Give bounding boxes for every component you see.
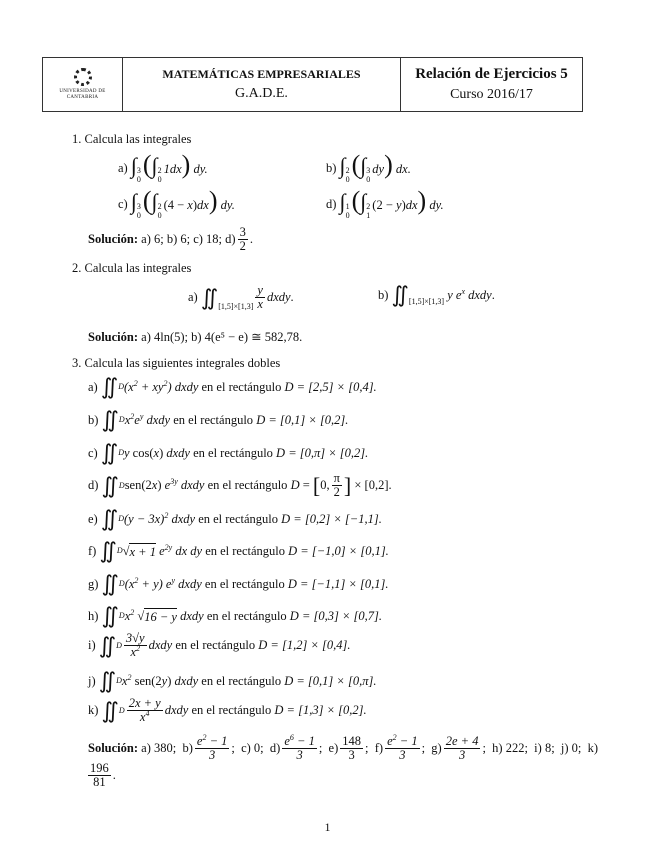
seal-icon — [74, 68, 92, 86]
item-label: a) — [188, 290, 198, 304]
item-label: j) — [88, 673, 96, 688]
ex3-item-f: f) ∬ D √ x + 1 $e^{2y}$ dx dy en el rectángulo D = [−1,0] × [0,1]. — [88, 538, 389, 563]
ex1-item-c — [118, 188, 235, 220]
double-integral-icon: ∬ — [101, 571, 119, 596]
item-label: h) — [88, 608, 99, 623]
item-label: g) — [88, 576, 99, 591]
domain-text: D = [0,1] × [0,2]. — [256, 412, 349, 427]
item-label: e) — [88, 511, 98, 526]
sheet-title: Relación de Ejercicios 5 — [415, 66, 568, 82]
double-integral-icon: ∬ — [391, 282, 409, 307]
ex3-item-b: b) ∬ D $x^2e^y$ dxdy en el rectángulo D = [0,1] × [0,2]. — [88, 407, 349, 432]
formula: ∫ 2 0 (∫ 3 0 dy) dx. — [339, 150, 411, 184]
item-label: f) — [88, 543, 97, 558]
fraction: $\frac{e^2 - 1}{3}$ — [387, 732, 418, 762]
item-label: c) — [118, 196, 128, 211]
ex3-item-d: d) ∬ D sen(2 x ) $e^{3y}$ dxdy en el rectángulo D = [ 0, $\frac{\pi}{2}$ ] × [0,2]. — [88, 471, 392, 499]
fraction: $\frac{y}{x}$ — [257, 283, 263, 311]
double-integral-icon: ∬ — [101, 407, 119, 432]
double-integral-icon: ∬ — [101, 697, 119, 723]
fraction: $\frac{3}{2}$ — [239, 225, 246, 253]
solution-label: Solución: — [88, 741, 139, 755]
ex3-item-c: c) ∬ D y cos( x ) dxdy en el rectángulo D = [0,π] × [0,2]. — [88, 440, 369, 465]
ex2-item-a: a) ∬ [1,5]×[1,3] $\frac{y}{x}$ dxdy . — [188, 283, 294, 311]
domain-text: D = [0,3] × [0,7]. — [289, 608, 383, 623]
rect-text: en el rectángulo — [173, 412, 254, 427]
ex3-solution-cont: $\frac{196}{81}$ . — [90, 761, 116, 789]
region-label: [1,5]×[1,3] — [408, 297, 445, 306]
ex3-solution: Solución: a) 380; b) $\frac{e^2 - 1}{3}$ ; c) 0; d) $\frac{e^6 - 1}{3}$ ; e) $\frac{148}{3}$ ; f) $\frac{e^2 - 1}{3}$ ; g) $\frac{2e + 4}{3}$ ; h) 222; i) 8; j) 0; k) — [88, 732, 599, 762]
fraction: $\frac{3√y}{x^2}$ — [125, 631, 145, 659]
exercise-3-heading — [72, 356, 280, 371]
course-label: Curso 2016/17 — [450, 87, 533, 102]
exercise-1-heading — [72, 132, 191, 147]
double-integral-icon: ∬ — [98, 668, 117, 693]
rect-text: en el rectángulo — [201, 673, 282, 688]
logo-text: UNIVERSIDAD DE CANTABRIA — [59, 89, 106, 100]
exercise-title: Calcula las siguientes integrales dobles — [84, 356, 281, 370]
fraction: $\frac{e^2 - 1}{3}$ — [196, 732, 228, 762]
ex1-item-a — [118, 152, 208, 184]
rect-text: en el rectángulo — [207, 478, 288, 492]
domain-text: D = [1,2] × [0,4]. — [258, 638, 351, 652]
item-label: a) — [88, 379, 98, 394]
domain-text: D = [0,1] × [0,π]. — [284, 673, 377, 688]
double-integral-icon: ∬ — [100, 506, 119, 531]
fraction: $\frac{148}{3}$ — [342, 734, 362, 762]
item-label: a) — [118, 160, 128, 175]
ex2-solution — [88, 329, 302, 345]
subject-title: MATEMÁTICAS EMPRESARIALES — [162, 67, 361, 81]
domain-text: D = [0,2] × [−1,1]. — [281, 511, 382, 526]
exercise-2-heading — [72, 261, 191, 276]
ex3-item-k: k) ∬ D $\frac{2x + y}{x^4}$ dxdy en el rectángulo D = [1,3] × [0,2]. — [88, 696, 367, 724]
domain-text: D = [−1,0] × [0,1]. — [288, 543, 389, 558]
item-label: i) — [88, 638, 96, 652]
item-label: d) — [88, 478, 99, 492]
item-label: b) — [378, 287, 389, 302]
double-integral-icon: ∬ — [100, 374, 119, 399]
exercise-number: 2. — [72, 261, 82, 275]
formula: ∫ 1 0 (∫ 2 1 (2 − y)dx) dy. — [339, 186, 444, 220]
university-logo — [43, 58, 122, 111]
double-integral-icon: ∬ — [100, 440, 119, 465]
exercise-title: Calcula las integrales — [84, 261, 192, 275]
formula: ∫ 3 0 (∫ 2 0 (4 − x)dx) dy. — [130, 186, 235, 220]
exercise-number: 1. — [72, 132, 82, 146]
ex3-item-h: h) ∬ D $x^2$ √ 16 − y dxdy en el rectángulo D = [0,3] × [0,7]. — [88, 603, 383, 628]
domain-text: D = [2,5] × [0,4]. — [284, 379, 377, 394]
ex2-item-b: b) ∬ [1,5]×[1,3] y $e^x$ dxdy . — [378, 282, 495, 307]
ex1-item-b — [326, 152, 411, 184]
exercise-title: Calcula las integrales — [84, 132, 192, 146]
ex1-item-d — [326, 188, 444, 220]
fraction: $\frac{\pi}{2}$ — [333, 471, 340, 499]
degree-label: G.A.D.E. — [235, 86, 288, 101]
subject-cell — [122, 58, 401, 111]
rect-text: en el rectángulo — [198, 511, 279, 526]
rect-text: en el rectángulo — [205, 543, 286, 558]
rect-text: en el rectángulo — [175, 638, 256, 652]
ex3-item-a: a) ∬ D $(x^2 + xy^2)$ dxdy en el rectángulo D = [2,5] × [0,4]. — [88, 374, 377, 399]
ex3-item-i: i) ∬ D $\frac{3√y}{x^2}$ dxdy en el rectángulo D = [1,2] × [0,4]. — [88, 631, 351, 659]
solution-label: Solución: — [88, 232, 139, 246]
fraction: $\frac{e^6 - 1}{3}$ — [284, 732, 315, 762]
double-integral-icon: ∬ — [98, 632, 117, 658]
page-number: 1 — [324, 820, 331, 834]
item-label: k) — [88, 703, 99, 717]
double-integral-icon: ∬ — [200, 284, 219, 310]
formula: ∫ 3 0 (∫ 2 0 1dx) dy. — [130, 150, 208, 184]
item-label: c) — [88, 445, 98, 460]
domain-text: D = [1,3] × [0,2]. — [274, 703, 367, 717]
fraction: $\frac{2e + 4}{3}$ — [445, 734, 479, 762]
ex1-solution: Solución: a) 6; b) 6; c) 18; d) $\frac{3}{2}$ . — [88, 225, 253, 253]
header-box — [42, 57, 583, 112]
domain-text: D = [0,π] × [0,2]. — [276, 445, 369, 460]
rect-text: en el rectángulo — [191, 703, 272, 717]
rect-text: en el rectángulo — [201, 379, 282, 394]
double-integral-icon: ∬ — [99, 538, 117, 563]
rect-text: en el rectángulo — [193, 445, 273, 460]
double-integral-icon: ∬ — [101, 472, 119, 498]
solution-text: a) 4ln(5); b) 4(e⁵ − e) ≅ 582,78. — [141, 330, 303, 344]
solution-text: a) 6; b) 6; c) 18; d) — [141, 232, 236, 246]
domain-text: × [0,2]. — [354, 478, 392, 492]
exercise-number: 3. — [72, 356, 82, 370]
item-label: b) — [326, 160, 337, 175]
domain-text: D = [−1,1] × [0,1]. — [287, 576, 389, 591]
double-integral-icon: ∬ — [101, 603, 119, 628]
item-label: d) — [326, 196, 337, 211]
region-label: [1,5]×[1,3] — [218, 302, 254, 311]
fraction: $\frac{2x + y}{x^4}$ — [128, 696, 161, 724]
sheet-cell — [401, 58, 582, 111]
solution-label: Solución: — [88, 329, 139, 344]
ex3-item-g: g) ∬ D $(x^2 + y)$ $e^y$ dxdy en el rectángulo D = [−1,1] × [0,1]. — [88, 571, 389, 596]
ex3-item-e: e) ∬ D $(y - 3x)^2$ dxdy en el rectángulo D = [0,2] × [−1,1]. — [88, 506, 382, 531]
fraction: $\frac{196}{81}$ — [90, 761, 109, 789]
item-label: b) — [88, 412, 99, 427]
rect-text: en el rectángulo — [204, 576, 285, 591]
rect-text: en el rectángulo — [206, 608, 287, 623]
ex3-item-j: j) ∬ D $x^2$ sen(2 y ) dxdy en el rectángulo D = [0,1] × [0,π]. — [88, 668, 377, 693]
